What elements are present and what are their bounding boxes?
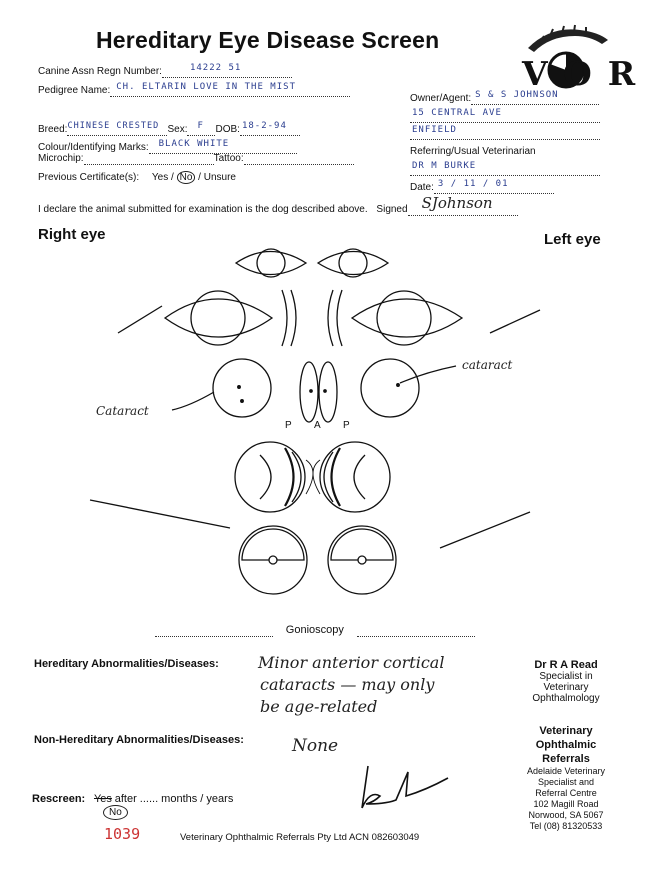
examiner-signature xyxy=(356,760,456,820)
certificate-number: 1039 xyxy=(104,825,141,843)
owner-addr2-value: ENFIELD xyxy=(412,125,457,135)
frontal-eye-outlines xyxy=(118,290,540,346)
rescreen-row xyxy=(32,793,233,805)
dob-label: DOB: xyxy=(215,124,240,135)
rescreen-no-circled[interactable]: No xyxy=(103,805,128,820)
org-addr-6: Tel (08) 81320533 xyxy=(529,821,603,831)
tattoo-label: Tattoo: xyxy=(213,153,244,164)
owner-signature: SJohnson xyxy=(421,194,493,212)
lens-diagrams xyxy=(172,359,456,422)
org-name-3: Referrals xyxy=(542,753,590,765)
left-eye-heading: Left eye xyxy=(544,231,601,248)
microchip-label: Microchip: xyxy=(38,153,84,164)
org-addr-4: 102 Magill Road xyxy=(533,799,599,809)
gonioscopy-right-field[interactable] xyxy=(155,625,273,637)
org-name-1: Veterinary xyxy=(539,725,593,737)
examiner-line-2: Veterinary xyxy=(543,682,589,693)
prev-cert-label: Previous Certificate(s): xyxy=(38,172,140,183)
nonhereditary-value: None xyxy=(292,736,339,756)
regn-label: Canine Assn Regn Number: xyxy=(38,66,162,77)
org-addr-3: Referral Centre xyxy=(535,788,597,798)
regn-value: 14222 51 xyxy=(189,63,242,73)
date-value: 3 / 11 / 01 xyxy=(437,179,509,189)
org-addr-1: Adelaide Veterinary xyxy=(526,766,606,776)
sex-value: F xyxy=(197,121,204,131)
gonioscopy-row xyxy=(155,624,475,637)
hereditary-line-2: cataracts — may only xyxy=(260,675,435,694)
gonioscopy-label: Gonioscopy xyxy=(285,624,344,636)
rescreen-label: Rescreen: xyxy=(32,793,86,805)
owner-label: Owner/Agent: xyxy=(410,93,472,104)
breed-value: CHINESE CRESTED xyxy=(67,121,160,131)
nonhereditary-label: Non-Hereditary Abnormalities/Diseases: xyxy=(34,734,244,746)
colour-value: BLACK WHITE xyxy=(158,139,230,149)
referring-label: Referring/Usual Veterinarian xyxy=(410,146,536,157)
owner-addr1-value: 15 CENTRAL AVE xyxy=(412,108,502,118)
footer-text: Veterinary Ophthalmic Referrals Pty Ltd ACN 082603049 xyxy=(180,832,420,843)
pedigree-value: CH. ELTARIN LOVE IN THE MIST xyxy=(116,82,296,92)
owner-value: S & S JOHNSON xyxy=(475,90,559,100)
hereditary-label: Hereditary Abnormalities/Diseases: xyxy=(34,658,219,670)
examiner-name: Dr R A Read xyxy=(534,659,598,671)
org-block xyxy=(513,724,619,832)
cataract-note-left: cataract xyxy=(462,358,513,372)
org-addr-2: Specialist and xyxy=(537,777,595,787)
prev-cert-unsure[interactable]: / Unsure xyxy=(198,172,236,183)
top-eye-outlines xyxy=(236,249,388,277)
vor-logo-text: VOR xyxy=(522,54,651,93)
signed-label: Signed xyxy=(376,204,408,215)
examiner-line-3: Ophthalmology xyxy=(532,693,600,704)
form-title: Hereditary Eye Disease Screen xyxy=(96,27,440,53)
label-posterior-left: P xyxy=(285,420,292,431)
referring-value: DR M BURKE xyxy=(412,161,477,171)
prev-cert-sep: / xyxy=(171,172,174,183)
hereditary-line-3: be age-related xyxy=(260,697,378,716)
pedigree-label: Pedigree Name: xyxy=(38,85,111,96)
org-name-2: Ophthalmic xyxy=(535,739,597,751)
org-addr-5: Norwood, SA 5067 xyxy=(528,810,604,820)
prev-cert-yes[interactable]: Yes xyxy=(151,172,169,183)
gonioscopy-left-field[interactable] xyxy=(357,625,475,637)
sex-label: Sex: xyxy=(167,124,188,135)
examiner-block xyxy=(520,660,612,704)
gonioscopy-diagrams xyxy=(90,500,530,594)
cross-section-diagrams xyxy=(235,442,390,512)
rescreen-after: after ...... months / years xyxy=(114,793,234,805)
date-label: Date: xyxy=(410,182,434,193)
label-anterior: A xyxy=(314,420,321,431)
breed-label: Breed: xyxy=(38,124,68,135)
dob-value: 18-2-94 xyxy=(241,121,287,131)
colour-label: Colour/Identifying Marks: xyxy=(38,142,149,153)
rescreen-yes[interactable]: Yes xyxy=(93,793,112,805)
examiner-line-1: Specialist in xyxy=(539,671,593,682)
right-eye-heading: Right eye xyxy=(38,226,106,243)
cataract-note-right: Cataract xyxy=(96,404,149,418)
declaration-text: I declare the animal submitted for examination is the dog described above. xyxy=(38,204,368,215)
prev-cert-no-circled[interactable]: No xyxy=(177,171,196,184)
hereditary-line-1: Minor anterior cortical xyxy=(258,653,445,672)
label-posterior-right: P xyxy=(343,420,350,431)
